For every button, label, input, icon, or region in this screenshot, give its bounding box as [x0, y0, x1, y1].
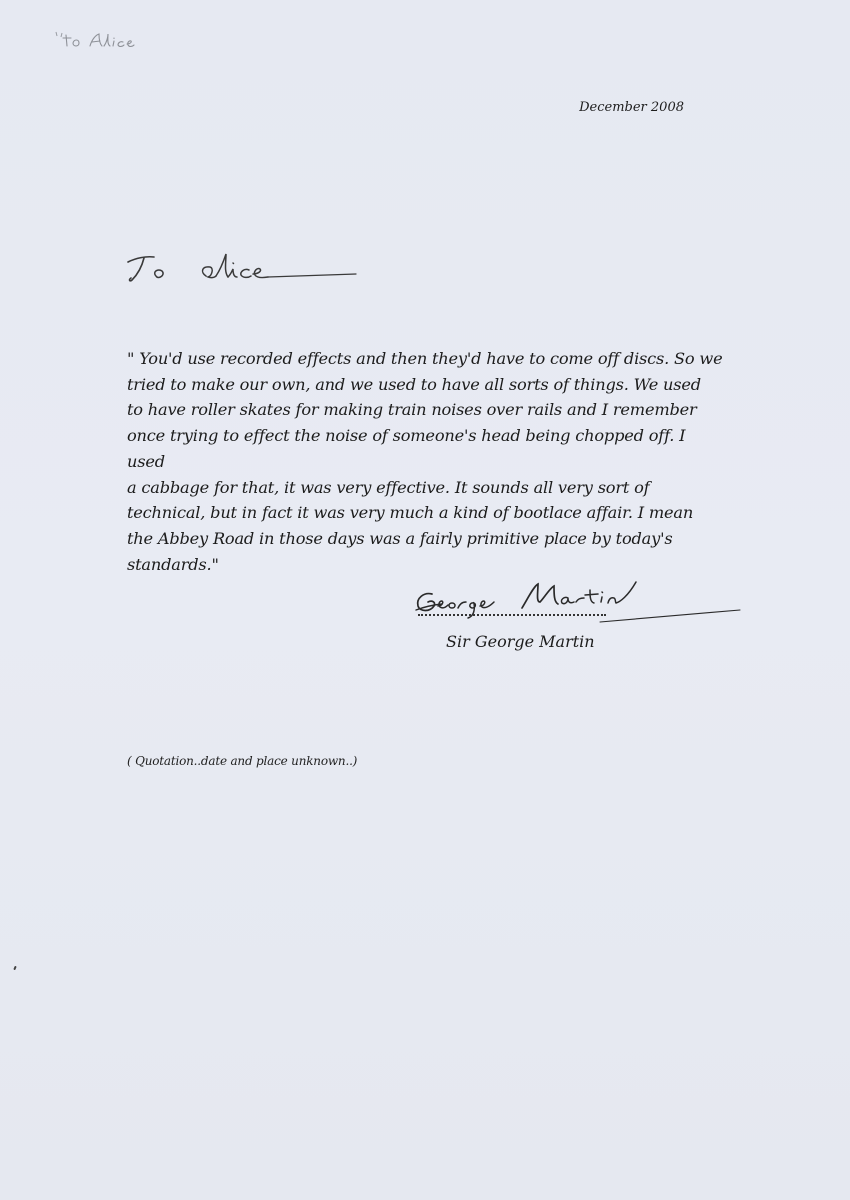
- quote-line: " You'd use recorded effects and then they'd have to come off discs. So we: [127, 349, 723, 368]
- paper-speck: [13, 966, 17, 970]
- footnote: ( Quotation..date and place unknown..): [127, 754, 358, 768]
- quote-line: the Abbey Road in those days was a fairly primitive place by today's: [127, 528, 673, 548]
- quote-line: once trying to effect the noise of someone's head being chopped off. I used: [127, 426, 686, 471]
- pencil-note-handwriting: [44, 26, 154, 54]
- handwritten-greeting: [122, 246, 372, 296]
- signer-name: Sir George Martin: [446, 632, 595, 651]
- letter-date: December 2008: [579, 100, 684, 115]
- quote-line: technical, but in fact it was very much a kind of bootlace affair. I mean: [127, 503, 694, 523]
- quote-line: standards.": [127, 554, 219, 574]
- signature-dotted-line: [418, 614, 606, 616]
- quotation-text: [127, 346, 727, 577]
- handwritten-signature: [402, 572, 752, 632]
- quote-line: a cabbage for that, it was very effective. It sounds all very sort of: [127, 477, 650, 497]
- quote-line: to have roller skates for making train noises over rails and I remember: [127, 400, 697, 420]
- quote-line: tried to make our own, and we used to have all sorts of things. We used: [127, 374, 701, 394]
